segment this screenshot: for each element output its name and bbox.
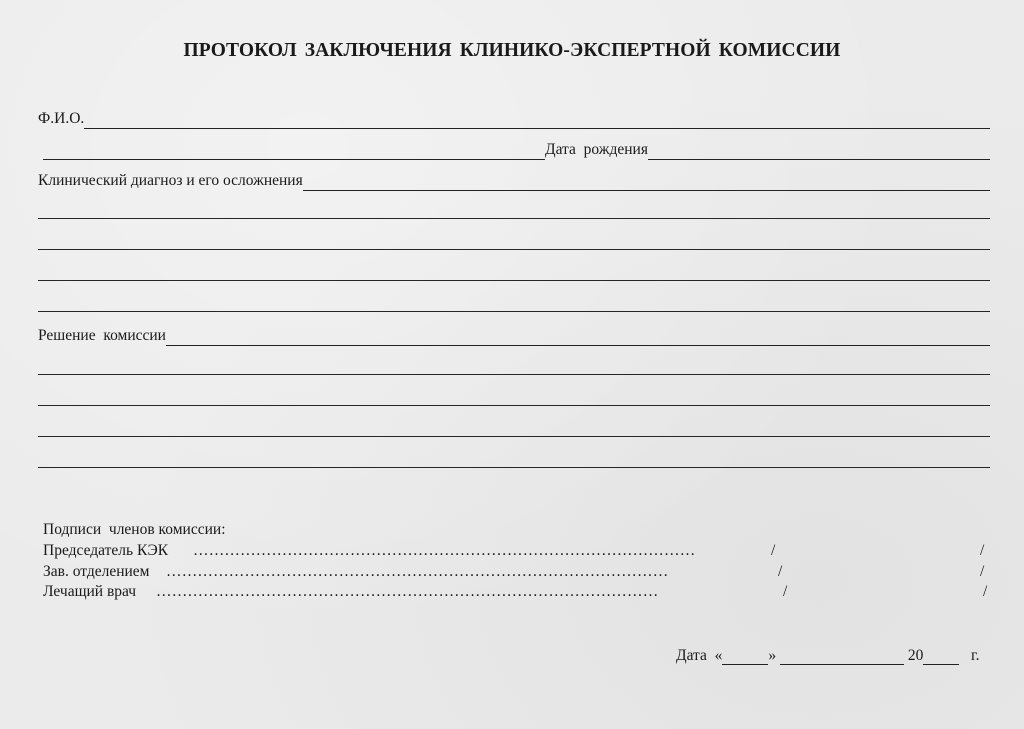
signature-slash-mid: / [778, 563, 783, 580]
date-row [676, 647, 980, 665]
date-open-quote: « [714, 647, 723, 664]
date-year-field[interactable] [923, 650, 959, 665]
diagnosis-row [38, 172, 990, 191]
signature-role-head-of-department: Зав. отделением [43, 563, 150, 580]
signature-slash-end: / [980, 542, 985, 559]
decision-label: Решение комиссии [38, 327, 166, 344]
signature-role-chairman: Председатель КЭК [43, 542, 172, 559]
signature-row-chairman [43, 542, 993, 560]
signature-slash-end: / [983, 583, 988, 600]
signature-field-head-of-department[interactable]: …………………………………………………………………………………… [166, 563, 669, 580]
fio-row [38, 110, 990, 129]
date-close-quote: » [768, 647, 777, 664]
date-month-field[interactable] [780, 650, 904, 665]
decision-line-3[interactable] [38, 436, 990, 437]
birth-date-field[interactable] [648, 145, 990, 160]
diagnosis-line-4[interactable] [38, 311, 990, 312]
signature-row-head-of-department [43, 563, 993, 581]
signature-row-attending-doctor [43, 583, 993, 601]
decision-line-4[interactable] [38, 467, 990, 468]
birth-date-label: Дата рождения [545, 141, 648, 158]
decision-field[interactable] [166, 331, 990, 346]
date-label: Дата [676, 647, 707, 664]
decision-line-1[interactable] [38, 374, 990, 375]
fio-label: Ф.И.О. [38, 110, 85, 127]
signatures-heading: Подписи членов комиссии: [43, 521, 226, 538]
date-year-suffix: г. [971, 647, 980, 664]
diagnosis-line-1[interactable] [38, 218, 990, 219]
date-year-prefix: 20 [907, 647, 924, 664]
date-day-field[interactable] [722, 650, 768, 665]
birth-date-row [43, 141, 990, 160]
fio-continuation-field[interactable] [43, 145, 545, 160]
decision-line-2[interactable] [38, 405, 990, 406]
signature-slash-mid: / [783, 583, 788, 600]
signature-slash-end: / [980, 563, 985, 580]
diagnosis-label: Клинический диагноз и его осложнения [38, 172, 303, 189]
diagnosis-field[interactable] [303, 176, 990, 191]
decision-row [38, 327, 990, 346]
signature-slash-mid: / [771, 542, 776, 559]
diagnosis-line-2[interactable] [38, 249, 990, 250]
document-title: ПРОТОКОЛ ЗАКЛЮЧЕНИЯ КЛИНИКО-ЭКСПЕРТНОЙ КОМИССИИ [183, 40, 841, 61]
signature-field-attending-doctor[interactable]: …………………………………………………………………………………… [156, 583, 659, 600]
diagnosis-line-3[interactable] [38, 280, 990, 281]
signature-role-attending-doctor: Лечащий врач [43, 583, 137, 600]
signature-field-chairman[interactable]: …………………………………………………………………………………… [193, 542, 696, 559]
fio-field[interactable] [84, 114, 990, 129]
